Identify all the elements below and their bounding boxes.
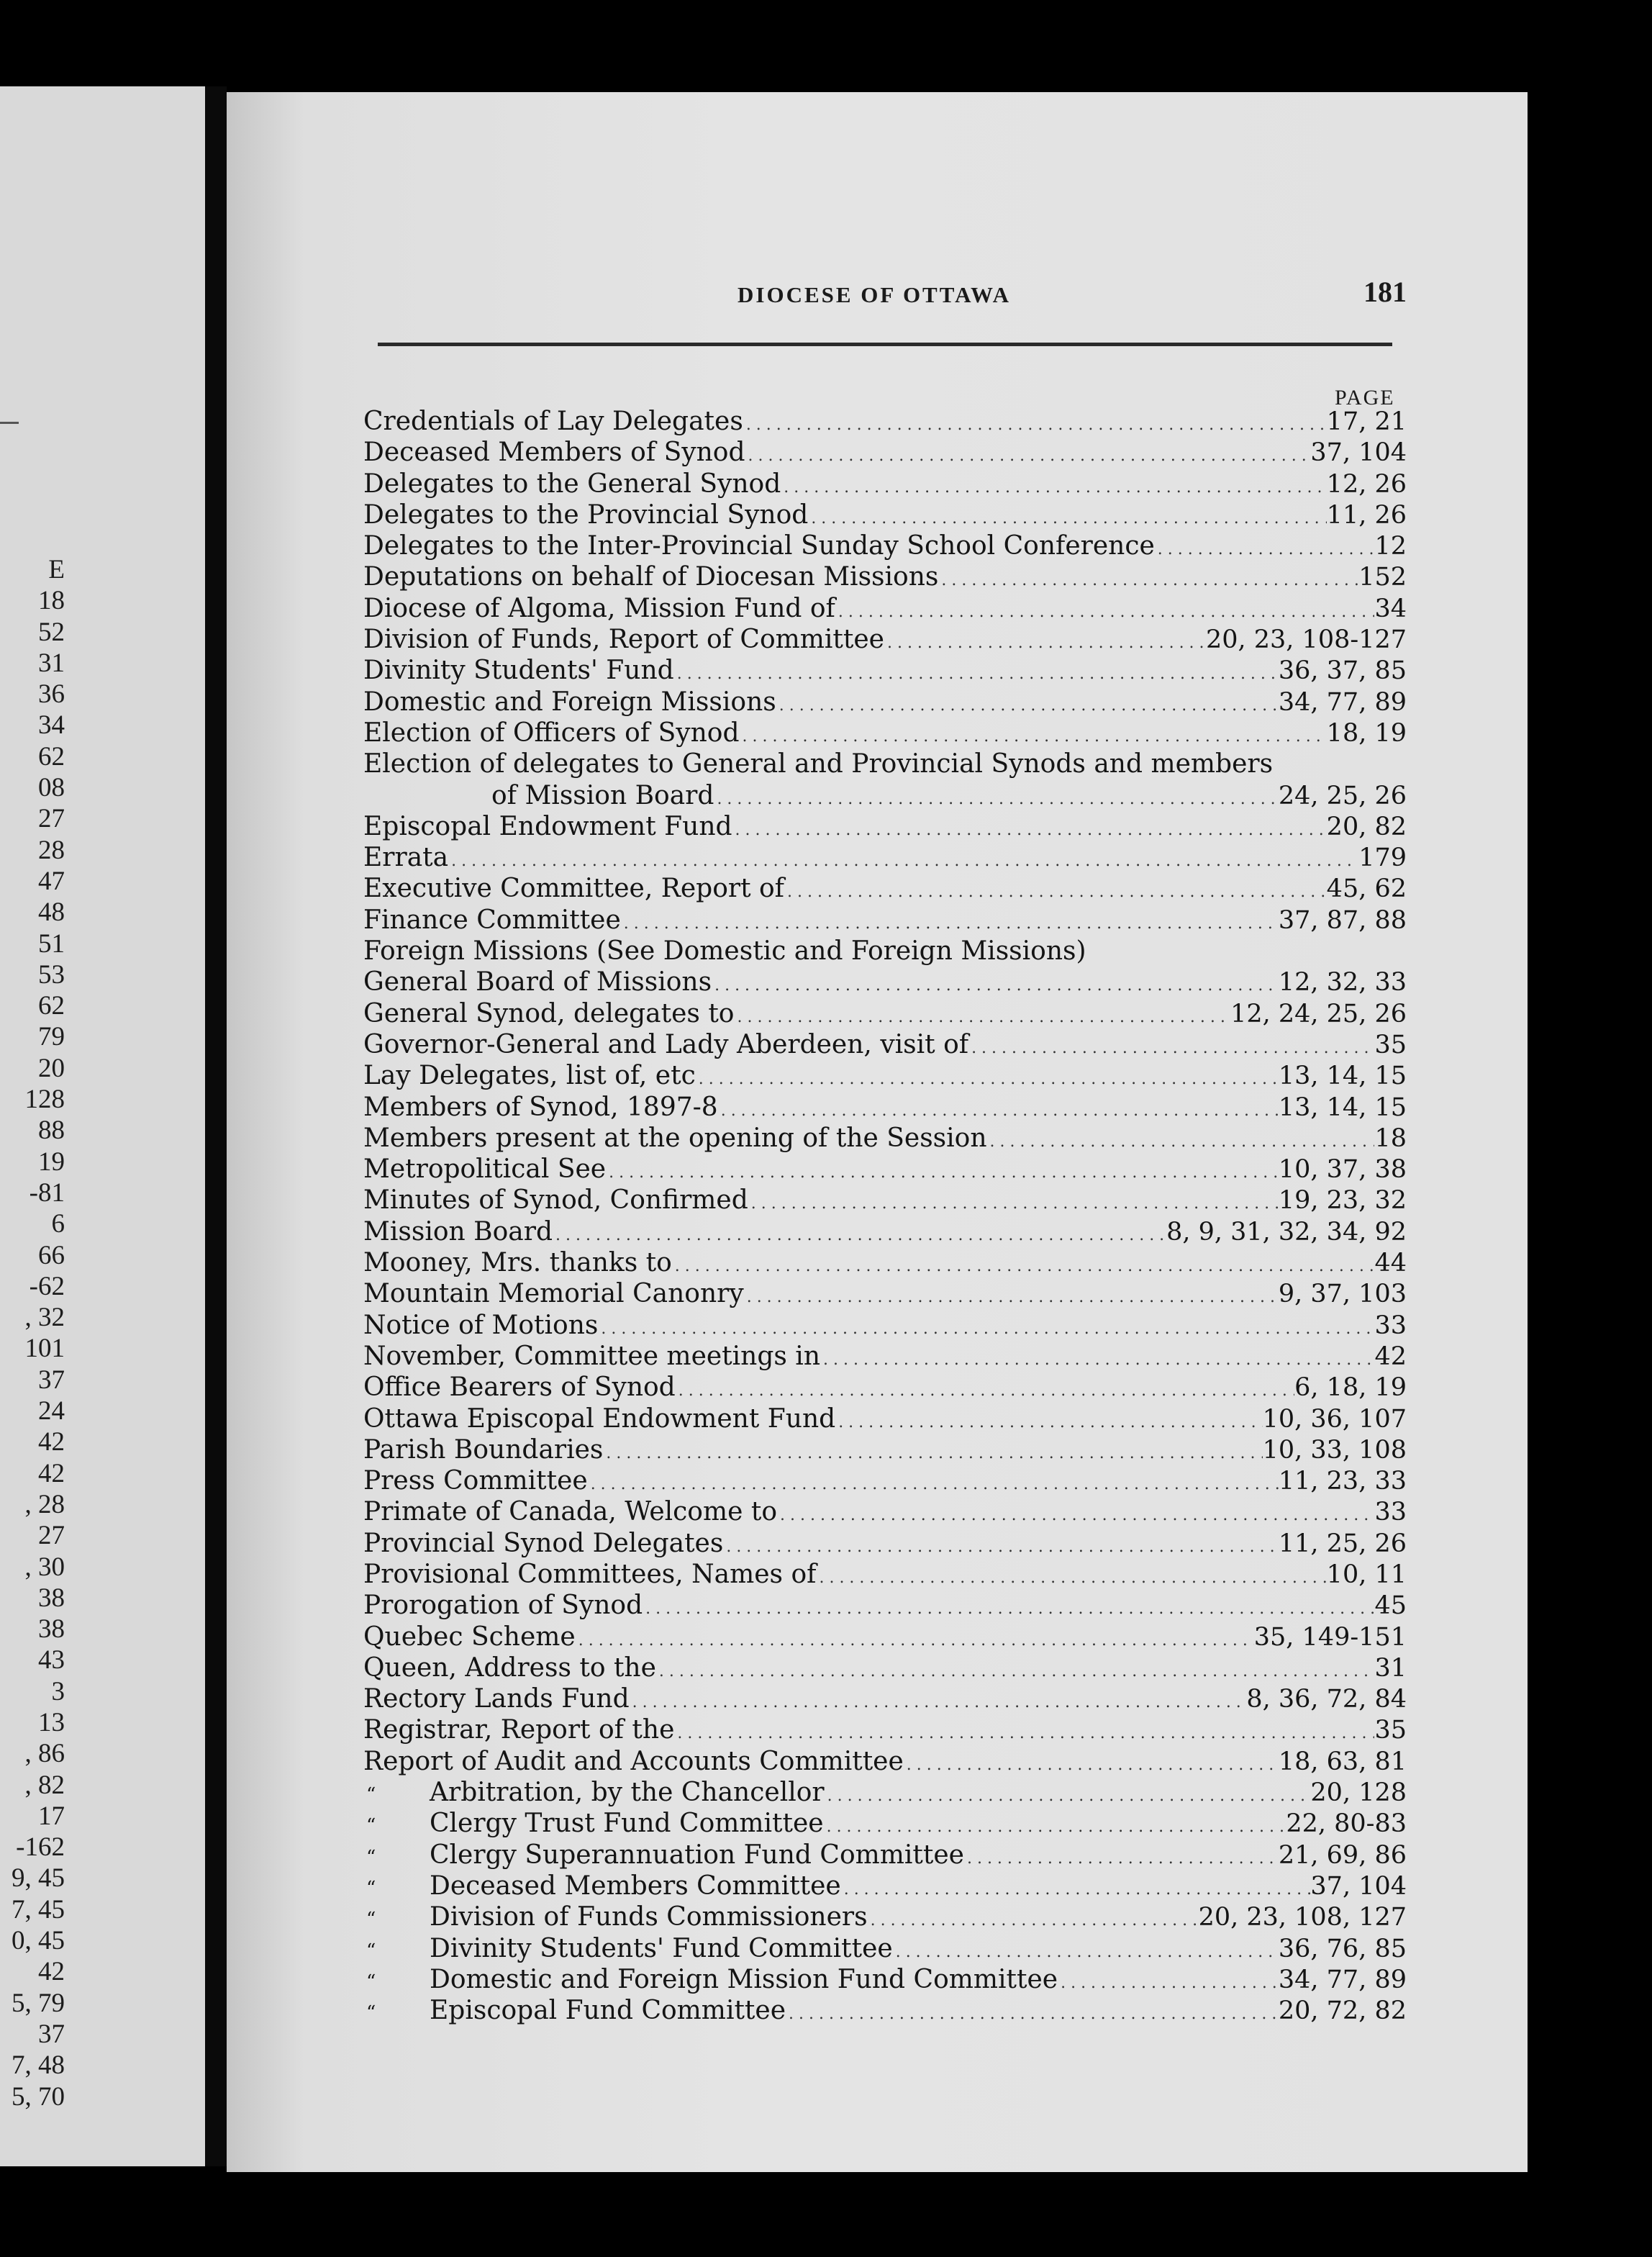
dot-leader — [714, 780, 1278, 815]
previous-page-number: 19 — [38, 1146, 65, 1177]
index-entry-label: Domestic and Foreign Mission Fund Committee — [430, 1964, 1058, 1994]
index-entry-label: Minutes of Synod, Confirmed — [363, 1185, 748, 1216]
index-entry-pages: 37, 87, 88 — [1278, 905, 1407, 935]
index-entry — [363, 1901, 1407, 1932]
previous-page-number: 62 — [38, 741, 65, 772]
index-entry — [363, 1746, 1407, 1777]
index-entry-label: Division of Funds, Report of Committee — [363, 625, 884, 655]
dot-leader — [606, 1154, 1279, 1188]
previous-page-number: , 32 — [24, 1303, 65, 1333]
dot-leader — [621, 905, 1279, 939]
index-entry-pages: 33 — [1374, 1311, 1407, 1340]
index-entry-pages: 34, 77, 89 — [1278, 687, 1407, 717]
index-entry-label: Finance Committee — [363, 905, 621, 935]
index-entry-pages: 18, 63, 81 — [1278, 1747, 1407, 1776]
previous-page-number: 5, 79 — [12, 1988, 65, 2018]
dot-leader — [696, 1060, 1279, 1095]
previous-page-number: 43 — [38, 1645, 65, 1675]
index-entry-label: Office Bearers of Synod — [363, 1372, 676, 1403]
index-entry-label: Divinity Students' Fund — [363, 656, 674, 686]
index-entry — [363, 905, 1407, 936]
ditto-mark: “ — [366, 1909, 376, 1931]
index-entry-label: Election of Officers of Synod — [363, 718, 740, 748]
index-entry — [363, 530, 1407, 561]
index-entry — [363, 1341, 1407, 1372]
index-entry — [363, 1092, 1407, 1123]
index-entry-label: Division of Funds Commissioners — [430, 1902, 868, 1932]
index-entry-label: Clergy Trust Fund Committee — [430, 1809, 824, 1839]
index-entry-pages: 33 — [1374, 1498, 1407, 1527]
previous-page-number: 48 — [38, 897, 65, 928]
index-entry — [363, 593, 1407, 624]
index-entry-label: Notice of Motions — [363, 1310, 599, 1340]
index-entry — [363, 1840, 1407, 1871]
index-entry-label: Delegates to the General Synod — [363, 469, 781, 499]
previous-page-number: 27 — [38, 1521, 65, 1551]
dot-leader — [553, 1216, 1166, 1251]
index-entry — [363, 406, 1407, 437]
dot-leader — [588, 1465, 1279, 1500]
previous-page-number: 37 — [38, 2019, 65, 2049]
index-entry-pages: 37, 104 — [1310, 1871, 1407, 1901]
index-entry — [363, 1185, 1407, 1216]
index-entry — [363, 1964, 1407, 1995]
index-entry-label: Mission Board — [363, 1216, 553, 1247]
index-entry-label: Credentials of Lay Delegates — [363, 407, 743, 436]
dot-leader — [732, 811, 1327, 846]
index-entry-pages: 12, 26 — [1326, 469, 1407, 499]
index-entry — [363, 936, 1407, 967]
dot-leader — [825, 1777, 1311, 1812]
previous-page-number: 17 — [38, 1801, 65, 1831]
index-entry-pages: 20, 128 — [1310, 1778, 1407, 1808]
dot-leader — [603, 1434, 1262, 1469]
index-entry-pages: 9, 37, 103 — [1278, 1280, 1407, 1309]
ditto-mark: “ — [366, 2002, 376, 2025]
dot-leader — [1058, 1964, 1279, 1999]
index-entry-pages: 10, 11 — [1326, 1560, 1407, 1589]
running-head: DIOCESE OF OTTAWA — [738, 282, 1012, 307]
index-entry-label: Prorogation of Synod — [363, 1591, 643, 1621]
index-entry-pages: 19, 23, 32 — [1278, 1186, 1407, 1216]
index-entry — [363, 561, 1407, 592]
dot-leader — [676, 1372, 1294, 1406]
dot-leader — [674, 1714, 1374, 1749]
index-entry — [363, 687, 1407, 718]
index-entry-pages: 42 — [1374, 1342, 1407, 1371]
dot-leader — [893, 1933, 1279, 1968]
index-entry — [363, 967, 1407, 998]
dot-leader — [1155, 530, 1375, 565]
index-entry-pages: 12, 32, 33 — [1278, 968, 1407, 998]
index-entry-label: Deputations on behalf of Diocesan Missions — [363, 562, 939, 592]
index-entry — [363, 1621, 1407, 1652]
index-entry — [363, 1029, 1407, 1060]
index-entry — [363, 1372, 1407, 1403]
index-entry — [363, 1808, 1407, 1839]
index-entry-label: Members present at the opening of the Session — [363, 1123, 987, 1153]
index-entry — [363, 499, 1407, 530]
dot-leader — [745, 437, 1311, 471]
index-entry — [363, 1403, 1407, 1434]
index-entry-label: Executive Committee, Report of — [363, 874, 784, 904]
previous-page-number: 101 — [24, 1334, 65, 1364]
previous-page-number: 38 — [38, 1583, 65, 1613]
index-entry-pages: 11, 25, 26 — [1278, 1529, 1407, 1558]
previous-page-number: 42 — [38, 1458, 65, 1488]
index-entry-pages: 10, 37, 38 — [1278, 1155, 1407, 1185]
previous-page-number: 38 — [38, 1614, 65, 1645]
dot-leader — [448, 842, 1358, 877]
previous-page-page-numbers — [0, 554, 65, 2112]
page-number: 181 — [1363, 276, 1407, 308]
index-entry-pages: 34 — [1374, 594, 1407, 623]
index-entry-label: Rectory Lands Fund — [363, 1684, 630, 1714]
previous-page-number: -162 — [16, 1832, 65, 1863]
index-entry-pages: 10, 36, 107 — [1262, 1404, 1407, 1434]
previous-page-number: 7, 48 — [12, 2050, 65, 2081]
index-entry-label: Registrar, Report of the — [363, 1715, 675, 1745]
previous-page-number: 24 — [38, 1396, 65, 1426]
dot-leader — [630, 1683, 1247, 1718]
index-entry-pages: 12 — [1374, 532, 1407, 561]
dot-leader — [643, 1590, 1374, 1624]
dot-leader — [718, 1092, 1279, 1126]
index-entry-pages: 13, 14, 15 — [1278, 1093, 1407, 1122]
index-entry-pages: 31 — [1374, 1653, 1407, 1683]
index-entry-label: Metropolitical See — [363, 1154, 607, 1185]
index-entry — [363, 655, 1407, 686]
previous-page-number: 34 — [38, 710, 65, 741]
dot-leader — [674, 655, 1279, 689]
index-entry-pages: 45, 62 — [1326, 874, 1407, 904]
previous-page-number: 52 — [38, 617, 65, 647]
index-entry — [363, 1216, 1407, 1247]
index-entry — [363, 842, 1407, 873]
index-entry-label: Provisional Committees, Names of — [363, 1559, 817, 1589]
previous-page-number: 27 — [38, 804, 65, 834]
index-entry-label: Domestic and Foreign Missions — [363, 687, 776, 717]
index-entry-label: Provincial Synod Delegates — [363, 1528, 724, 1558]
index-entry — [363, 1247, 1407, 1278]
dot-leader — [598, 1310, 1374, 1344]
dot-leader — [835, 1403, 1262, 1438]
index-entry-label: Diocese of Algoma, Mission Fund of — [363, 593, 835, 623]
index-page — [227, 92, 1528, 2172]
index-entry-label: General Synod, delegates to — [363, 998, 735, 1028]
index-entry — [363, 1777, 1407, 1808]
previous-page-number: , 28 — [24, 1489, 65, 1519]
index-entry — [363, 1871, 1407, 1901]
ditto-mark: “ — [366, 1940, 376, 1962]
index-entry-pages: 35 — [1374, 1716, 1407, 1745]
dot-leader — [820, 1341, 1374, 1375]
index-entry — [363, 1590, 1407, 1621]
index-entry-label: Mooney, Mrs. thanks to — [363, 1248, 672, 1278]
index-entry-pages: 44 — [1374, 1249, 1407, 1278]
previous-page-number: 28 — [38, 835, 65, 865]
dot-leader — [816, 1559, 1326, 1593]
dot-leader — [835, 593, 1375, 628]
previous-page-number: , 86 — [24, 1739, 65, 1769]
previous-page-number: 20 — [38, 1053, 65, 1083]
index-entry-pages: 10, 33, 108 — [1262, 1435, 1407, 1465]
index-entry-pages: 24, 25, 26 — [1278, 781, 1407, 810]
dot-leader — [938, 561, 1358, 596]
index-entry-label: Deceased Members Committee — [430, 1871, 841, 1901]
index-entry — [363, 469, 1407, 499]
dot-leader — [824, 1808, 1286, 1842]
index-entry-pages: 8, 9, 31, 32, 34, 92 — [1166, 1217, 1407, 1247]
index-entry-pages: 8, 36, 72, 84 — [1246, 1685, 1407, 1714]
previous-page-number: 51 — [38, 928, 65, 959]
index-entry-pages: 13, 14, 15 — [1278, 1062, 1407, 1091]
index-entry — [363, 718, 1407, 748]
index-entry — [363, 748, 1407, 779]
index-entry — [363, 873, 1407, 904]
previous-page-number: 9, 45 — [12, 1863, 65, 1894]
dot-leader — [672, 1247, 1375, 1282]
index-entry — [363, 1465, 1407, 1496]
previous-page-number: 128 — [24, 1085, 65, 1115]
previous-page-number: 31 — [38, 648, 65, 678]
dot-leader — [777, 1496, 1374, 1531]
index-entry — [363, 811, 1407, 842]
index-entry-pages: 35 — [1374, 1030, 1407, 1059]
index-entry-pages: 20, 23, 108, 127 — [1198, 1903, 1407, 1932]
index-entry-pages: 18, 19 — [1326, 718, 1407, 748]
index-entry-pages: 34, 77, 89 — [1278, 1965, 1407, 1994]
previous-page-number: 3 — [51, 1676, 65, 1706]
previous-page-number: 37 — [38, 1365, 65, 1395]
index-entry-label: Lay Delegates, list of, etc — [363, 1061, 696, 1091]
previous-page-number: 47 — [38, 866, 65, 896]
index-entry-label: Arbitration, by the Chancellor — [430, 1778, 825, 1808]
index-entry — [363, 1310, 1407, 1341]
index-entry-pages: 152 — [1358, 563, 1407, 592]
previous-page-number: -81 — [29, 1177, 65, 1208]
index-entry — [363, 624, 1407, 655]
index-entry-pages: 11, 26 — [1326, 500, 1407, 530]
index-entry-label: Delegates to the Provincial Synod — [363, 499, 809, 530]
index-entry — [363, 1528, 1407, 1559]
previous-page-number: 66 — [38, 1240, 65, 1270]
index-entry-pages: 20, 23, 108-127 — [1205, 625, 1407, 655]
index-entry — [363, 1652, 1407, 1683]
dot-leader — [808, 499, 1326, 534]
index-list — [363, 406, 1407, 2026]
book-gutter — [205, 86, 227, 2166]
previous-page-number: 08 — [38, 773, 65, 803]
previous-page — [0, 86, 216, 2166]
previous-page-number: 42 — [38, 1957, 65, 1987]
dot-leader — [740, 718, 1327, 752]
previous-page-number: 88 — [38, 1116, 65, 1146]
dot-leader — [868, 1901, 1199, 1936]
previous-page-number: 6 — [51, 1209, 65, 1239]
index-entry-label: Election of delegates to General and Provincial Synods and members — [363, 749, 1274, 779]
dot-leader — [904, 1746, 1279, 1781]
index-entry — [363, 998, 1407, 1029]
previous-page-number: 42 — [38, 1427, 65, 1457]
index-entry-pages: 36, 76, 85 — [1278, 1934, 1407, 1963]
index-entry — [363, 1434, 1407, 1465]
index-entry-pages: 6, 18, 19 — [1294, 1373, 1407, 1403]
previous-page-number: -62 — [29, 1271, 65, 1301]
ditto-mark: “ — [366, 1815, 376, 1837]
previous-page-number: , 82 — [24, 1770, 65, 1800]
index-entry-pages: 12, 24, 25, 26 — [1230, 999, 1407, 1028]
index-entry-pages: 179 — [1358, 843, 1407, 873]
index-entry-pages: 36, 37, 85 — [1278, 656, 1407, 686]
index-entry-label: of Mission Board — [491, 780, 714, 810]
index-entry-label: Ottawa Episcopal Endowment Fund — [363, 1403, 836, 1434]
index-entry-pages: 22, 80-83 — [1286, 1809, 1407, 1839]
index-entry-label: Episcopal Fund Committee — [430, 1996, 786, 2026]
index-entry — [363, 1995, 1407, 2026]
index-entry-label: Divinity Students' Fund Committee — [430, 1933, 893, 1963]
index-entry-label: General Board of Missions — [363, 967, 712, 998]
index-entry — [363, 780, 1407, 811]
previous-page-number: 79 — [38, 1022, 65, 1052]
index-entry — [363, 437, 1407, 468]
index-entry-pages: 37, 104 — [1310, 438, 1407, 468]
index-entry-label: Deceased Members of Synod — [363, 438, 745, 468]
index-entry — [363, 1559, 1407, 1590]
dot-leader — [712, 967, 1279, 1001]
previous-page-number: 13 — [38, 1707, 65, 1737]
index-entry-label: Quebec Scheme — [363, 1621, 576, 1652]
dot-leader — [743, 406, 1327, 440]
dot-leader — [656, 1652, 1375, 1687]
index-entry-pages: 17, 21 — [1326, 407, 1407, 436]
dot-leader — [744, 1278, 1279, 1313]
header-rule — [378, 343, 1392, 346]
index-entry-label: Queen, Address to the — [363, 1652, 656, 1683]
previous-page-number: 36 — [38, 679, 65, 710]
index-entry — [363, 1496, 1407, 1527]
index-entry-label: Clergy Superannuation Fund Committee — [430, 1840, 964, 1870]
dot-leader — [786, 1995, 1279, 2030]
previous-page-rule — [0, 422, 19, 424]
previous-page-number: 62 — [38, 991, 65, 1021]
index-entry — [363, 1933, 1407, 1964]
previous-page-number: 53 — [38, 959, 65, 990]
previous-page-number: 5, 70 — [12, 2081, 65, 2112]
previous-page-number: 7, 45 — [12, 1894, 65, 1924]
ditto-mark: “ — [366, 1846, 376, 1868]
index-entry-label: Mountain Memorial Canonry — [363, 1279, 744, 1309]
index-entry-label: Delegates to the Inter-Provincial Sunday School Conference — [363, 531, 1155, 561]
index-entry-label: Episcopal Endowment Fund — [363, 811, 732, 841]
dot-leader — [968, 1029, 1374, 1064]
index-entry-label: Foreign Missions (See Domestic and Foreign Missions) — [363, 936, 1086, 967]
index-entry-label: Parish Boundaries — [363, 1434, 604, 1465]
index-entry-pages: 11, 23, 33 — [1278, 1467, 1407, 1496]
index-entry — [363, 1154, 1407, 1185]
index-entry-pages: 20, 72, 82 — [1278, 1996, 1407, 2026]
index-entry-label: Governor-General and Lady Aberdeen, visit of — [363, 1029, 969, 1059]
dot-leader — [734, 998, 1230, 1033]
index-entry-pages: 35, 149-151 — [1253, 1622, 1407, 1652]
index-entry — [363, 1683, 1407, 1714]
index-entry-label: Report of Audit and Accounts Committee — [363, 1746, 904, 1776]
page-column-heading: PAGE — [1335, 386, 1395, 410]
ditto-mark: “ — [366, 1784, 376, 1806]
index-entry — [363, 1060, 1407, 1091]
ditto-mark: “ — [366, 1971, 376, 1993]
dot-leader — [841, 1871, 1311, 1905]
dot-leader — [884, 624, 1206, 659]
previous-page-number: , 30 — [24, 1552, 65, 1582]
index-entry-pages: 45 — [1374, 1591, 1407, 1621]
dot-leader — [576, 1621, 1254, 1656]
index-entry — [363, 1123, 1407, 1154]
index-entry-pages: 21, 69, 86 — [1278, 1840, 1407, 1870]
index-entry-pages: 18 — [1374, 1123, 1407, 1153]
dot-leader — [964, 1840, 1279, 1874]
dot-leader — [776, 687, 1279, 721]
index-entry-label: Members of Synod, 1897-8 — [363, 1092, 718, 1122]
dot-leader — [748, 1185, 1279, 1219]
index-entry-label: Primate of Canada, Welcome to — [363, 1497, 777, 1527]
index-entry-label: November, Committee meetings in — [363, 1341, 821, 1371]
index-entry-label: Errata — [363, 843, 449, 873]
dot-leader — [723, 1528, 1279, 1562]
ditto-mark: “ — [366, 1877, 376, 1899]
index-entry — [363, 1714, 1407, 1745]
dot-leader — [784, 873, 1327, 908]
dot-leader — [987, 1123, 1375, 1157]
previous-page-number: 0, 45 — [12, 1926, 65, 1956]
index-entry-label: Press Committee — [363, 1466, 588, 1496]
dot-leader — [781, 469, 1326, 503]
previous-page-number: E — [48, 555, 65, 584]
index-entry-pages: 20, 82 — [1326, 812, 1407, 841]
previous-page-number: 18 — [38, 586, 65, 616]
index-entry — [363, 1278, 1407, 1309]
